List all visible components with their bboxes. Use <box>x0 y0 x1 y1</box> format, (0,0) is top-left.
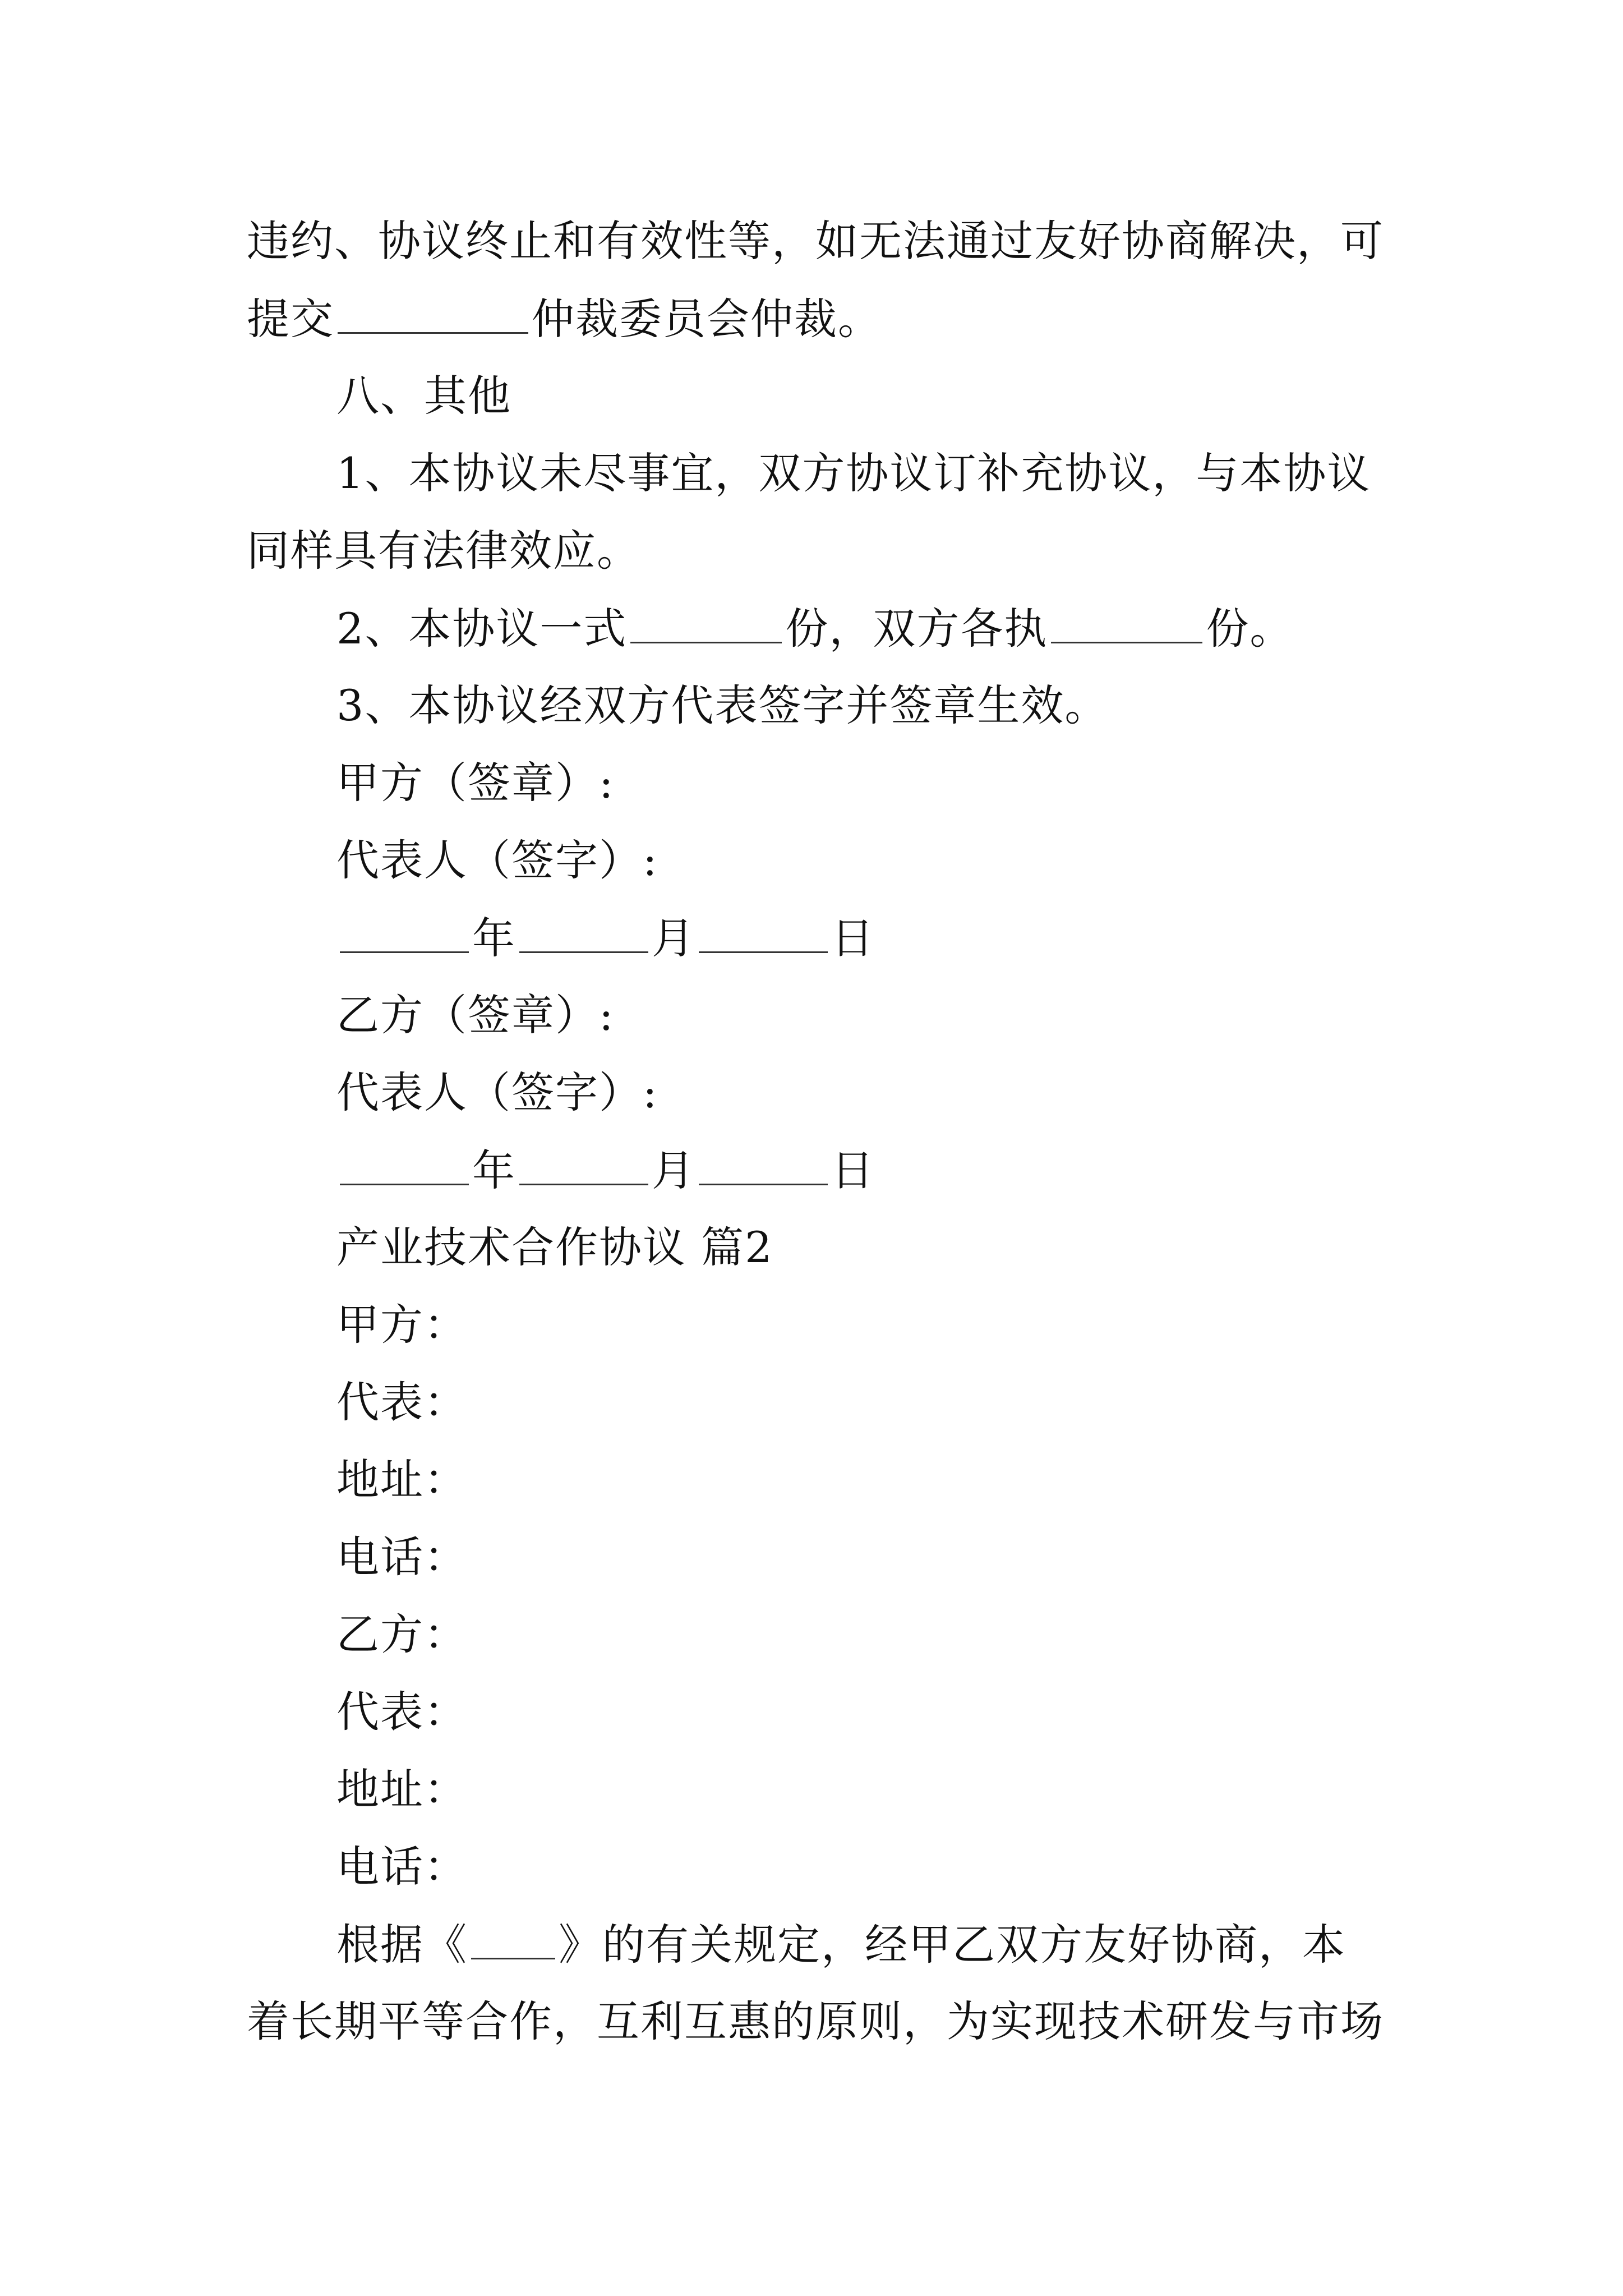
paragraph-line: 着长期平等合作，互利互惠的原则，为实现技术研发与市场 <box>247 1996 1384 2046</box>
blank-field <box>699 917 828 953</box>
blank-field <box>519 917 648 953</box>
document-subtitle: 产业技术合作协议 篇2 <box>336 1222 773 1272</box>
blank-field <box>340 917 469 953</box>
phone-label: 电话： <box>336 1842 468 1892</box>
paragraph-line: 同样具有法律效应。 <box>247 526 640 576</box>
date-line: 年 月 日 <box>336 917 875 960</box>
blank-field <box>338 297 528 334</box>
address-label: 地址： <box>336 1764 468 1814</box>
phone-label: 电话： <box>336 1532 468 1582</box>
blank-field <box>699 1149 828 1185</box>
blank-field <box>340 1149 469 1185</box>
party-b-seal-label: 乙方（签章）: <box>336 990 615 1040</box>
party-a-representative-label: 代表人（签字）: <box>336 835 658 885</box>
party-b-representative-label: 代表人（签字）: <box>336 1068 658 1117</box>
date-line: 年 月 日 <box>336 1149 875 1192</box>
section-heading: 八、其他 <box>336 371 511 421</box>
party-a-seal-label: 甲方（签章）: <box>336 758 615 808</box>
paragraph-line: 2、本协议一式 份，双方各执 份。 <box>336 604 1294 654</box>
address-label: 地址： <box>336 1455 468 1504</box>
party-b-label: 乙方： <box>336 1609 468 1659</box>
blank-field <box>1051 607 1202 643</box>
representative-label: 代表： <box>336 1687 468 1737</box>
paragraph-line: 1、本协议未尽事宜，双方协议订补充协议，与本协议 <box>336 448 1371 498</box>
paragraph-line: 违约、协议终止和有效性等，如无法通过友好协商解决，可 <box>247 216 1384 266</box>
blank-field <box>471 1923 555 1959</box>
paragraph-line: 根据《 》的有关规定，经甲乙双方友好协商，本 <box>336 1920 1346 1970</box>
representative-label: 代表： <box>336 1377 468 1427</box>
paragraph-line: 3、本协议经双方代表签字并签章生效。 <box>336 680 1109 730</box>
party-a-label: 甲方： <box>336 1300 468 1350</box>
blank-field <box>630 607 782 643</box>
paragraph-line: 提交 仲裁委员会仲裁。 <box>247 294 882 344</box>
blank-field <box>519 1149 648 1185</box>
